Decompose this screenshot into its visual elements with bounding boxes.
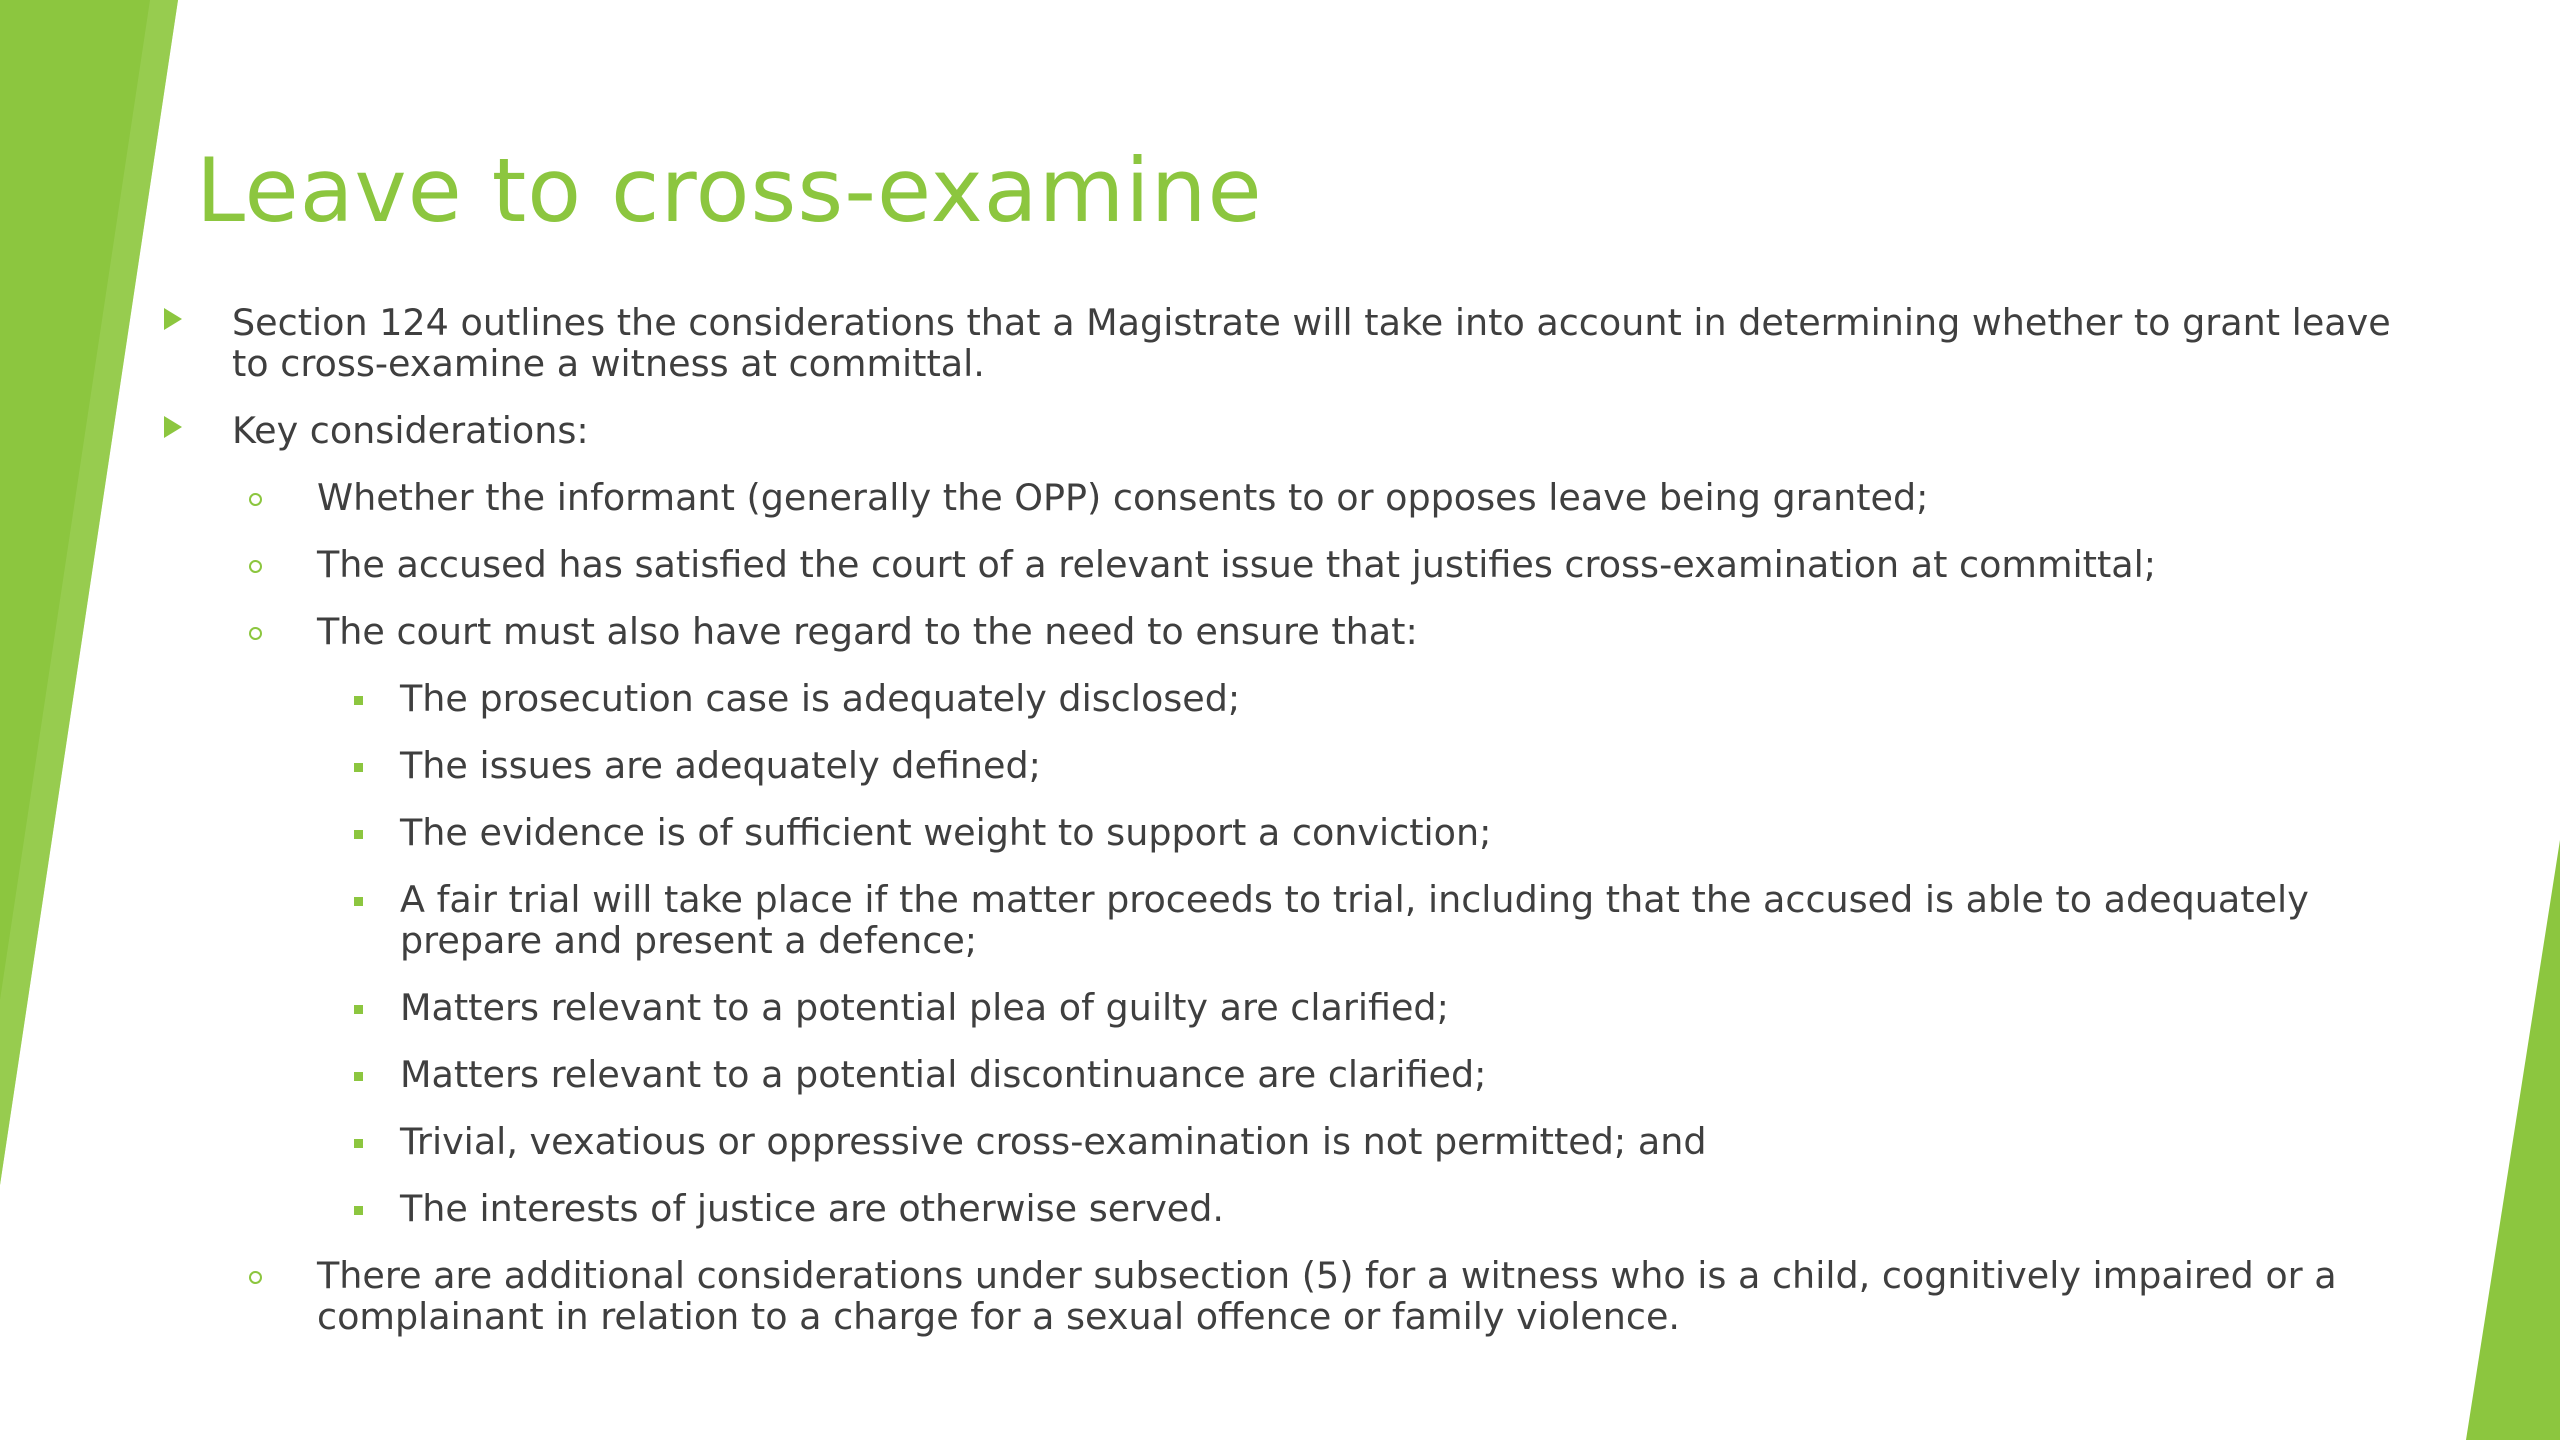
circle-bullet-icon — [249, 627, 262, 640]
bullet-text: Matters relevant to a potential plea of guilty are clarified; — [400, 986, 1449, 1029]
list-item — [400, 745, 2390, 786]
circle-bullet-icon — [249, 493, 262, 506]
square-bullet-icon — [354, 1072, 363, 1081]
list-item — [400, 678, 2390, 719]
bullet-text: A fair trial will take place if the matter proceeds to trial, including that the accused is able to adequately prepare and present a defence; — [400, 878, 2309, 962]
bullet-text: There are additional considerations under subsection (5) for a witness who is a child, cognitively impaired or a complainant in relation to a charge for a sexual offence or family violence. — [317, 1254, 2337, 1338]
square-bullet-icon — [354, 897, 363, 906]
bullet-text: The court must also have regard to the need to ensure that: — [317, 610, 1418, 653]
list-item — [400, 879, 2390, 961]
list-item — [400, 812, 2390, 853]
circle-bullet-icon — [249, 1271, 262, 1284]
bullet-text: Whether the informant (generally the OPP) consents to or opposes leave being granted; — [317, 476, 1929, 519]
bullet-text: Section 124 outlines the considerations that a Magistrate will take into account in determining whether to grant leave to cross-examine a witness at committal. — [232, 301, 2391, 385]
square-bullet-icon — [354, 763, 363, 772]
bullet-text: The evidence is of sufficient weight to support a conviction; — [400, 811, 1492, 854]
list-item — [232, 410, 2392, 451]
bullet-text: The interests of justice are otherwise served. — [400, 1187, 1225, 1230]
square-bullet-icon — [354, 1005, 363, 1014]
bullet-text: The accused has satisfied the court of a relevant issue that justifies cross-examination at committal; — [317, 543, 2157, 586]
list-item — [317, 477, 2407, 518]
triangle-bullet-icon — [164, 416, 182, 438]
list-item — [317, 611, 2407, 652]
bullet-text: Matters relevant to a potential discontinuance are clarified; — [400, 1053, 1487, 1096]
square-bullet-icon — [354, 1139, 363, 1148]
bullet-text: Key considerations: — [232, 409, 589, 452]
bullet-text: The prosecution case is adequately disclosed; — [400, 677, 1241, 720]
triangle-bullet-icon — [164, 308, 182, 330]
square-bullet-icon — [354, 696, 363, 705]
square-bullet-icon — [354, 830, 363, 839]
list-item — [317, 1255, 2407, 1337]
list-item — [400, 987, 2390, 1028]
circle-bullet-icon — [249, 560, 262, 573]
list-item — [317, 544, 2407, 585]
list-item — [232, 302, 2392, 384]
bullet-text: Trivial, vexatious or oppressive cross-examination is not permitted; and — [400, 1120, 1707, 1163]
slide-title: Leave to cross-examine — [196, 139, 1263, 242]
list-item — [400, 1054, 2390, 1095]
square-bullet-icon — [354, 1206, 363, 1215]
bullet-text: The issues are adequately defined; — [400, 744, 1041, 787]
list-item — [400, 1121, 2390, 1162]
list-item — [400, 1188, 2390, 1229]
